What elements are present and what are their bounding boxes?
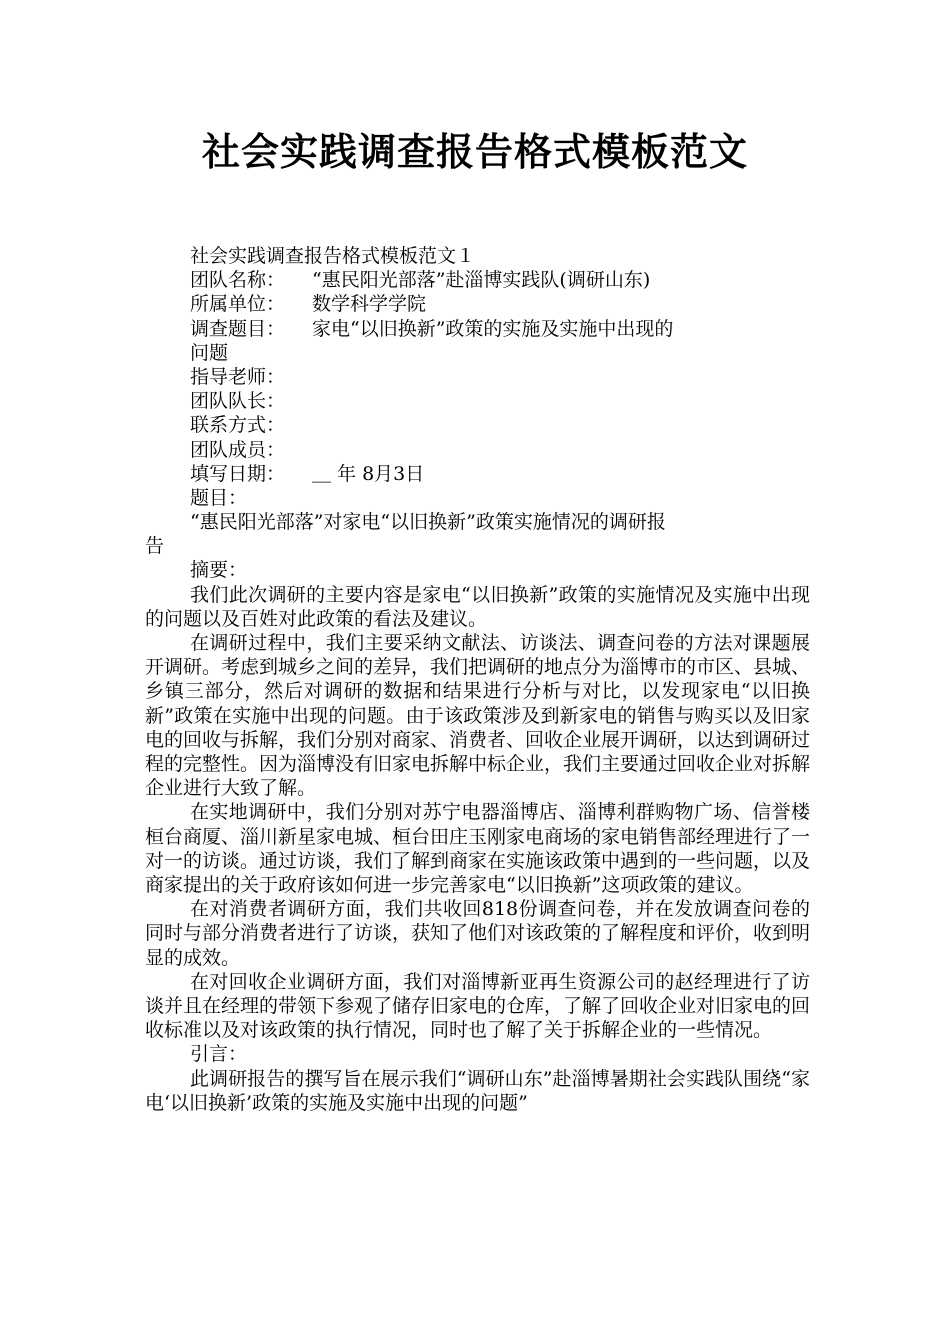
document-subtitle: 社会实践调查报告格式模板范文１ (190, 245, 476, 267)
field-label: 团队成员： (190, 438, 286, 461)
field-row-members (145, 438, 810, 462)
field-row-unit (145, 292, 810, 316)
body-paragraph: 我们此次调研的主要内容是家电“以旧换新”政策的实施情况及实施中出现的问题以及百姓对此政策的看法及建议。 (145, 583, 810, 630)
field-value: “惠民阳光部落”赴淄博实践队(调研山东) (312, 269, 651, 292)
field-value: 家电“以旧换新”政策的实施及实施中出现的 (312, 317, 674, 340)
body-paragraph: 在对回收企业调研方面，我们对淄博新亚再生资源公司的赵经理进行了访谈并且在经理的带领下参观了储存旧家电的仓库，了解了回收企业对旧家电的回收标准以及对该政策的执行情况，同时也了解了关于拆解企业的一些情况。 (145, 970, 811, 1042)
field-label: 指导老师： (190, 365, 286, 388)
body-paragraph: 在实地调研中，我们分别对苏宁电器淄博店、淄博利群购物广场、信誉楼桓台商厦、淄川新星家电城、桓台田庄玉刚家电商场的家电销售部经理进行了一对一的访谈。通过访谈，我们了解到商家在实施该政策中遇到的一些问题，以及商家提出的关于政府该如何进一步完善家电“以旧换新”这项政策的建议。 (145, 801, 811, 897)
field-value: 数学科学学院 (312, 293, 427, 316)
field-label: 调查题目： (190, 317, 286, 340)
document-title: 社会实践调查报告格式模板范文 (201, 130, 748, 174)
field-label: 填写日期： (190, 462, 286, 485)
topic-label: 题目： (190, 486, 248, 509)
field-row-team-name (145, 268, 810, 292)
intro-label: 引言： (190, 1043, 248, 1066)
field-value: ＿ 年 8月3日 (312, 462, 425, 485)
field-label: 团队队长： (190, 390, 286, 413)
field-label: 所属单位： (190, 293, 286, 316)
body-paragraph: 在对消费者调研方面，我们共收回818份调查问卷，并在发放调查问卷的同时与部分消费者进行了访谈，获知了他们对该政策的了解程度和评价，收到明显的成效。 (145, 898, 811, 969)
topic-line: “惠民阳光部落”对家电“以旧换新”政策实施情况的调研报 (190, 511, 666, 534)
document-body (145, 244, 810, 1115)
field-row-captain (145, 389, 810, 413)
field-label: 团队名称： (190, 269, 286, 292)
field-row-date (145, 462, 810, 486)
field-row-survey-topic (145, 317, 810, 341)
topic-line: 告 (145, 535, 165, 558)
field-label: 联系方式： (190, 414, 286, 437)
intro-paragraph: 此调研报告的撰写旨在展示我们“调研山东”赴淄博暑期社会实践队围绕“家电‘以旧换新’政策的实施及实施中出现的问题” (145, 1067, 810, 1114)
field-value: 问题 (190, 341, 229, 364)
body-paragraph: 在调研过程中，我们主要采纳文献法、访谈法、调查问卷的方法对课题展开调研。考虑到城乡之间的差异，我们把调研的地点分为淄博市的市区、县城、乡镇三部分，然后对调研的数据和结果进行分析与对比，以发现家电“以旧换新”政策在实施中出现的问题。由于该政策涉及到新家电的销售与购买以及旧家电的回收与拆解，我们分别对商家、消费者、回收企业展开调研，以达到调研过程的完整性。因为淄博没有旧家电拆解中标企业，我们主要通过回收企业对拆解企业进行大致了解。 (145, 632, 811, 800)
abstract-label: 摘要： (190, 559, 248, 582)
field-row-contact (145, 413, 810, 437)
field-row-survey-topic-cont (145, 341, 810, 365)
field-row-advisor (145, 365, 810, 389)
